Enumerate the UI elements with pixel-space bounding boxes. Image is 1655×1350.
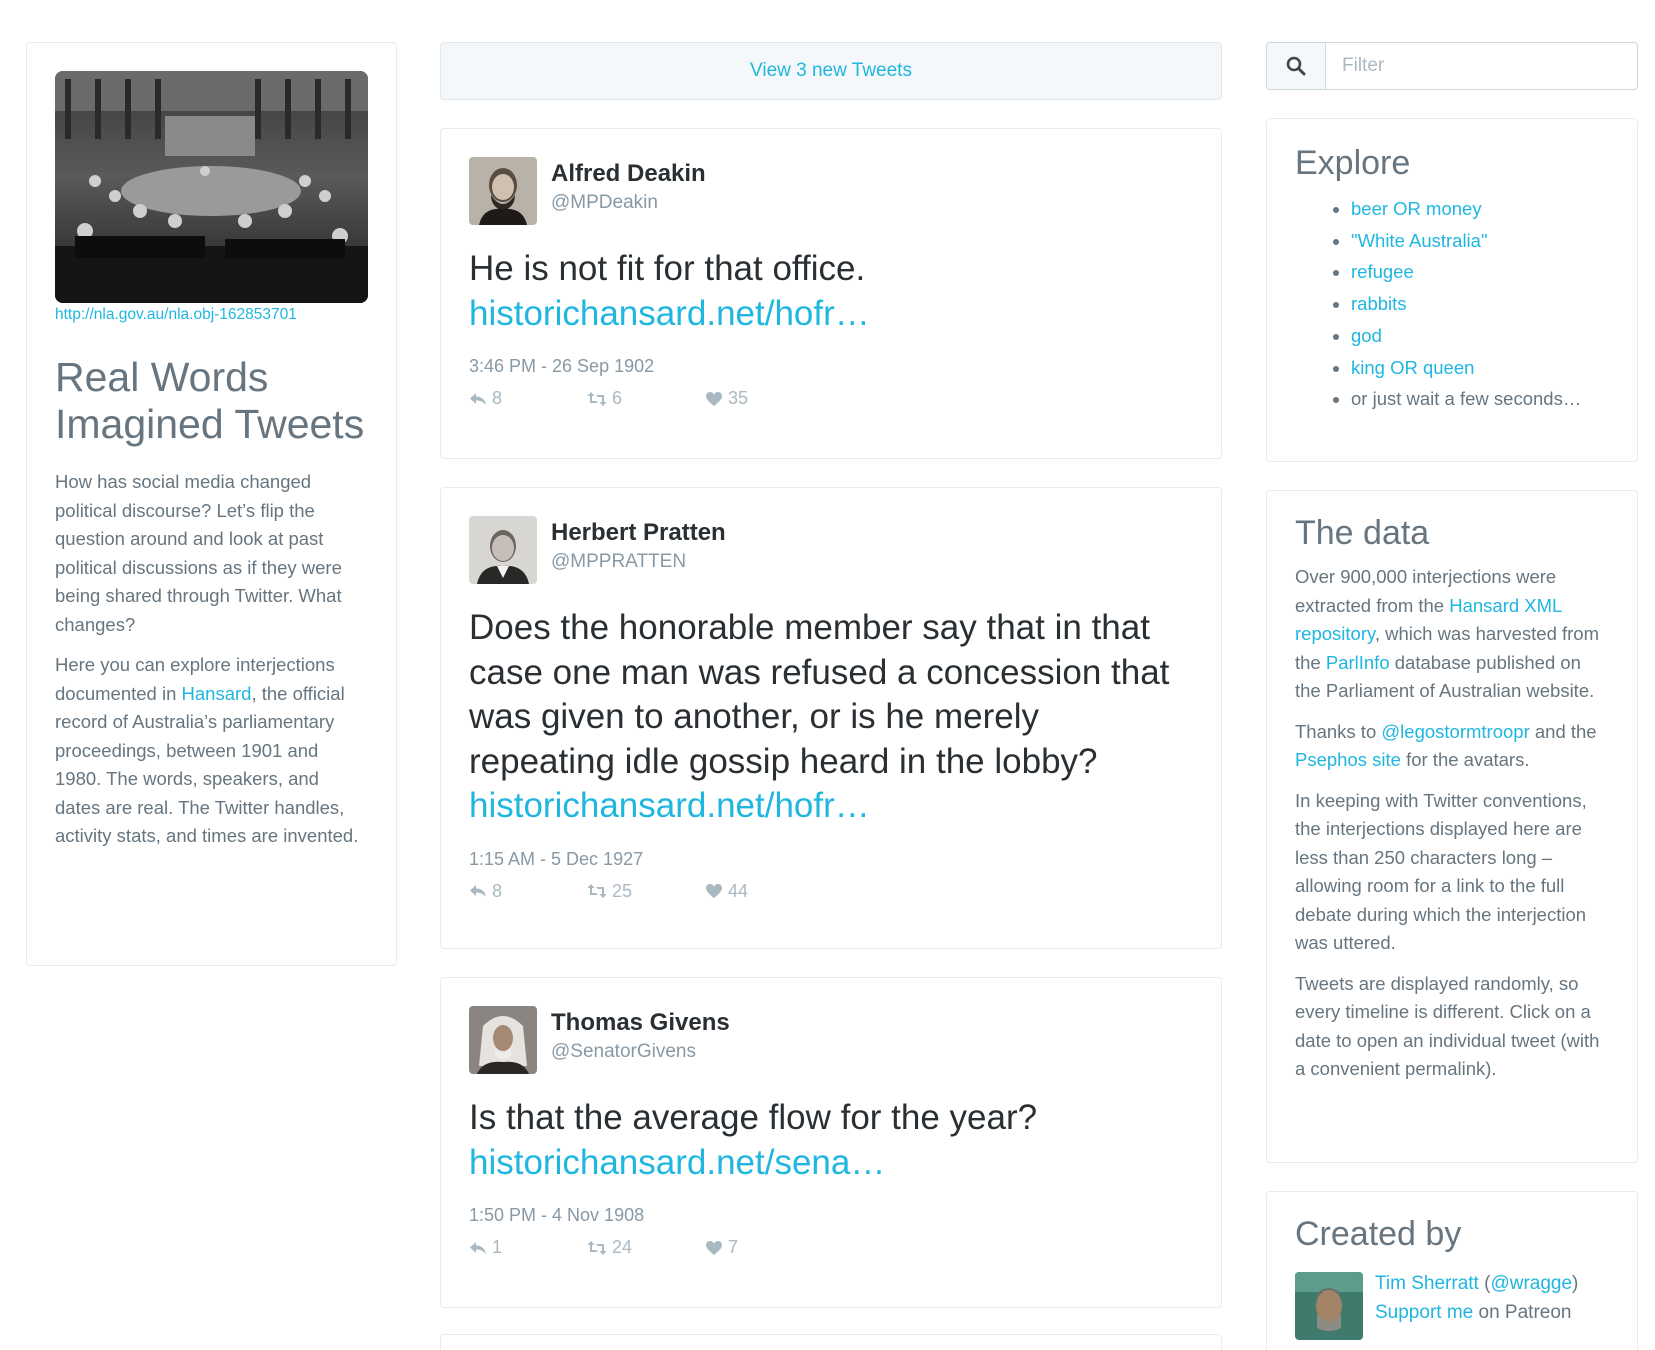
explore-link[interactable]: god — [1351, 324, 1382, 346]
list-item — [1351, 193, 1609, 225]
heart-icon — [705, 1240, 723, 1256]
like-count: 7 — [728, 1237, 739, 1257]
avatar[interactable] — [469, 516, 537, 584]
tweet-card — [440, 977, 1222, 1308]
like-button[interactable] — [705, 388, 748, 409]
intro-paragraph: How has social media changed political discourse? Let’s flip the question around and look at past political discussions as if they were being shared through Twitter. What changes? — [55, 471, 342, 635]
tweet-link[interactable]: historichansard.net/hofr… — [469, 293, 870, 333]
view-new-tweets-label[interactable]: View 3 new Tweets — [750, 60, 912, 81]
tweet-actions — [469, 388, 1193, 409]
text: database published on the Parliament of Australian website. — [1295, 651, 1595, 701]
heart-icon — [705, 391, 723, 407]
psephos-link[interactable]: Psephos site — [1295, 749, 1401, 770]
tweet-body: Does the honorable member say that in that case one man was refused a concession that was given to another, or is he merely repeating idle gossip heard in the lobby? — [469, 608, 1170, 781]
text: and the — [1529, 720, 1597, 742]
reply-button[interactable] — [469, 881, 587, 902]
view-new-tweets-button[interactable] — [440, 42, 1222, 100]
like-count: 35 — [728, 388, 749, 408]
text: Thanks to — [1295, 720, 1382, 742]
created-by-title: Created by — [1295, 1215, 1462, 1253]
tweet-timestamp[interactable]: 3:46 PM - 26 Sep 1902 — [469, 356, 655, 376]
explore-title: Explore — [1295, 144, 1411, 182]
author-name[interactable]: Herbert Pratten — [551, 519, 726, 546]
created-by-panel — [1266, 1191, 1638, 1350]
explore-link[interactable]: rabbits — [1351, 293, 1407, 315]
conventions-paragraph: In keeping with Twitter conventions, the interjections displayed here are less than 250 characters long – allowing room for a link to the full debate during which the interjection was uttered. — [1295, 789, 1587, 953]
reply-icon — [469, 883, 487, 899]
explore-link[interactable]: king OR queen — [1351, 356, 1475, 378]
like-button[interactable] — [705, 1237, 738, 1258]
list-item: • or just wait a few seconds… — [1351, 383, 1609, 415]
search-button[interactable] — [1267, 43, 1326, 89]
text: on Patreon — [1473, 1302, 1572, 1323]
author-handle[interactable]: @MPPRATTEN — [551, 551, 687, 572]
tweet-link[interactable]: historichansard.net/hofr… — [469, 786, 870, 825]
retweet-icon — [587, 883, 607, 899]
data-title: The data — [1295, 514, 1430, 552]
search-icon — [1286, 56, 1306, 76]
retweet-icon — [587, 1240, 607, 1256]
creator-twitter-link[interactable]: @wragge — [1490, 1273, 1573, 1294]
tweet-actions — [469, 881, 1193, 902]
filter-bar — [1266, 42, 1638, 90]
tweet-body: He is not fit for that office. — [469, 249, 866, 288]
list-item — [1351, 225, 1609, 257]
retweet-count: 25 — [612, 880, 633, 901]
tweet-card — [440, 487, 1222, 949]
hansard-link[interactable]: Hansard — [181, 682, 252, 704]
tweet-actions — [469, 1237, 1193, 1258]
legostormtroopr-link[interactable]: @legostormtroopr — [1381, 720, 1530, 742]
list-item — [1351, 288, 1609, 320]
photo-source-link[interactable]: http://nla.gov.au/nla.obj-162853701 — [55, 306, 297, 323]
heart-icon — [705, 883, 723, 899]
tweet-timestamp[interactable]: 1:15 AM - 5 Dec 1927 — [469, 848, 644, 869]
text: ) — [1572, 1273, 1579, 1294]
like-button[interactable] — [705, 881, 748, 902]
reply-count: 8 — [492, 880, 503, 901]
filter-input[interactable] — [1326, 43, 1637, 89]
support-link[interactable]: Support me — [1375, 1302, 1474, 1323]
tweet-body: Is that the average flow for the year? — [469, 1098, 1038, 1137]
reply-button[interactable] — [469, 388, 587, 409]
author-handle[interactable]: @MPDeakin — [551, 192, 658, 213]
avatar[interactable] — [469, 157, 537, 225]
explore-link[interactable]: "White Australia" — [1351, 229, 1488, 251]
tweet-text — [469, 606, 1193, 829]
creator-line — [1375, 1269, 1578, 1298]
tweet-timestamp[interactable]: 1:50 PM - 4 Nov 1908 — [469, 1205, 645, 1225]
explore-link[interactable]: refugee — [1351, 261, 1414, 283]
retweet-button[interactable] — [587, 388, 705, 409]
avatar[interactable] — [469, 1006, 537, 1074]
text: for the avatars. — [1400, 749, 1530, 770]
author-name[interactable]: Thomas Givens — [551, 1009, 730, 1036]
tweet-text — [469, 1096, 1193, 1185]
data-panel — [1266, 490, 1638, 1163]
thanks-paragraph — [1295, 718, 1609, 775]
reply-icon — [469, 1240, 487, 1256]
explore-panel — [1266, 118, 1638, 462]
list-item — [1351, 320, 1609, 352]
list-item — [1351, 352, 1609, 384]
retweet-count: 6 — [612, 388, 623, 408]
parliament-photo — [55, 71, 368, 303]
text: , which was harvested from the — [1295, 623, 1600, 673]
tweet-text — [469, 247, 1193, 336]
retweet-button[interactable] — [587, 881, 705, 902]
text: ( — [1478, 1273, 1491, 1294]
text: Over 900,000 interjections were extracted from the — [1295, 566, 1557, 616]
parlinfo-link[interactable]: ParlInfo — [1325, 651, 1390, 673]
explore-link[interactable]: beer OR money — [1351, 198, 1482, 219]
about-panel — [26, 42, 397, 966]
random-paragraph: Tweets are displayed randomly, so every timeline is different. Click on a date to open an individual tweet (with a convenient permalink). — [1295, 972, 1600, 1079]
tweet-link[interactable]: historichansard.net/sena… — [469, 1142, 886, 1182]
hansard-xml-link[interactable]: Hansard XML repository — [1295, 594, 1562, 644]
explore-list — [1295, 193, 1609, 415]
author-name[interactable]: Alfred Deakin — [551, 160, 706, 187]
retweet-icon — [587, 391, 607, 407]
reply-count: 1 — [492, 1237, 503, 1257]
like-count: 44 — [728, 880, 749, 901]
creator-name-link[interactable]: Tim Sherratt — [1375, 1273, 1479, 1294]
data-paragraph — [1295, 563, 1609, 706]
tweet-card — [440, 1334, 1222, 1350]
creator-avatar — [1295, 1272, 1363, 1340]
tweet-card — [440, 128, 1222, 459]
retweet-button[interactable] — [587, 1237, 705, 1258]
reply-count: 8 — [492, 388, 503, 408]
reply-button[interactable] — [469, 1237, 587, 1258]
reply-icon — [469, 391, 487, 407]
retweet-count: 24 — [612, 1237, 633, 1257]
list-item — [1351, 256, 1609, 288]
explore-paragraph — [55, 651, 368, 851]
text: Here you can explore interjections documented in — [55, 654, 335, 704]
author-handle[interactable]: @SenatorGivens — [551, 1041, 696, 1062]
site-title: Real Words Imagined Tweets — [55, 354, 365, 447]
text: , the official record of Australia’s parliamentary proceedings, between 1901 and 1980. The words, speakers, and dates are real. The Twitter handles, activity stats, and times are invented. — [55, 682, 359, 846]
support-line — [1375, 1298, 1578, 1327]
